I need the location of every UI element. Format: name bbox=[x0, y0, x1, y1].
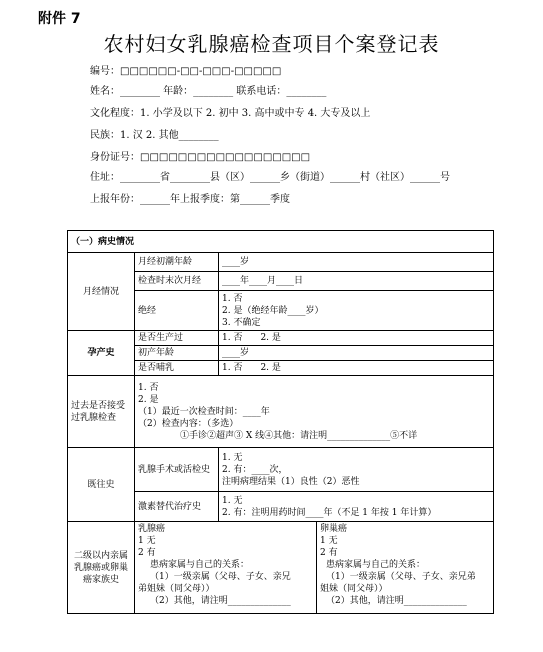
hormone-label: 激素替代治疗史 bbox=[135, 492, 219, 522]
breastfeed-value: 1. 否 2. 是 bbox=[219, 361, 494, 376]
last-period-label: 检查时末次月经 bbox=[135, 272, 219, 291]
ethnicity-field: 民族：1. 汉 2. 其他________ bbox=[90, 130, 219, 141]
history-label: 既往史 bbox=[68, 448, 135, 522]
birth-value: 1. 否 2. 是 bbox=[219, 331, 494, 346]
first-birth-label: 初产年龄 bbox=[135, 346, 219, 361]
family-ovarian-cancer: 卵巢癌 1 无 2 有 患病家属与自己的关系： （1）一级亲属（父母、子女、亲兄弟 姐妹（同父母）） （2）其他，请注明______________ bbox=[317, 522, 494, 614]
hormone-options: 1. 无 2. 有：注明用药时间____年（不足 1 年按 1 年计算） bbox=[219, 492, 494, 522]
prior-exam-label: 过去是否接受过乳腺检查 bbox=[68, 376, 135, 448]
surgery-label: 乳腺手术或活检史 bbox=[135, 448, 219, 492]
id-number-field: 身份证号：□□□□□□□□□□□□□□□□□□ bbox=[90, 152, 311, 163]
attachment-label: 附件 7 bbox=[38, 11, 81, 27]
form-title: 农村妇女乳腺癌检查项目个案登记表 bbox=[103, 32, 440, 56]
prior-exam-options: 1. 否 2. 是 （1）最近一次检查时间：____年 （2）检查内容：（多选） ①手诊②超声③ X 线④其他：请注明______________⑤不详 bbox=[135, 376, 494, 448]
last-period-value: ____年____月____日 bbox=[219, 272, 494, 291]
menstrual-label: 月经情况 bbox=[68, 253, 135, 331]
code-field: 编号：□□□□□□-□□-□□□-□□□□□ bbox=[90, 66, 282, 77]
menopause-label: 绝经 bbox=[135, 291, 219, 331]
first-birth-value: ____岁 bbox=[219, 346, 494, 361]
birth-label: 是否生产过 bbox=[135, 331, 219, 346]
name-age-phone-field: 姓名：________ 年龄：________ 联系电话：________ bbox=[90, 86, 327, 97]
section-header: （一）病史情况 bbox=[68, 231, 494, 253]
family-history-label: 二级以内亲属乳腺癌或卵巢癌家族史 bbox=[68, 522, 135, 614]
menarche-value: ____岁 bbox=[219, 253, 494, 272]
breastfeed-label: 是否哺乳 bbox=[135, 361, 219, 376]
family-breast-cancer: 乳腺癌 1 无 2 有 患病家属与自己的关系： （1）一级亲属（父母、子女、亲兄 弟姐妹（同父母）） （2）其他，请注明______________ bbox=[135, 522, 317, 614]
address-field: 住址：________省________县（区）______乡（街道）______村（社区）______号 bbox=[90, 172, 450, 183]
report-year-field: 上报年份：______年上报季度：第______季度 bbox=[90, 194, 290, 205]
surgery-options: 1. 无 2. 有：____次， 注明病理结果（1）良性（2）恶性 bbox=[219, 448, 494, 492]
pregnancy-label: 孕产史 bbox=[68, 331, 135, 376]
menarche-label: 月经初潮年龄 bbox=[135, 253, 219, 272]
medical-history-table bbox=[67, 230, 494, 614]
menopause-options: 1. 否 2. 是（绝经年龄____岁） 3. 不确定 bbox=[219, 291, 494, 331]
education-field: 文化程度：1. 小学及以下 2. 初中 3. 高中或中专 4. 大专及以上 bbox=[90, 108, 371, 119]
